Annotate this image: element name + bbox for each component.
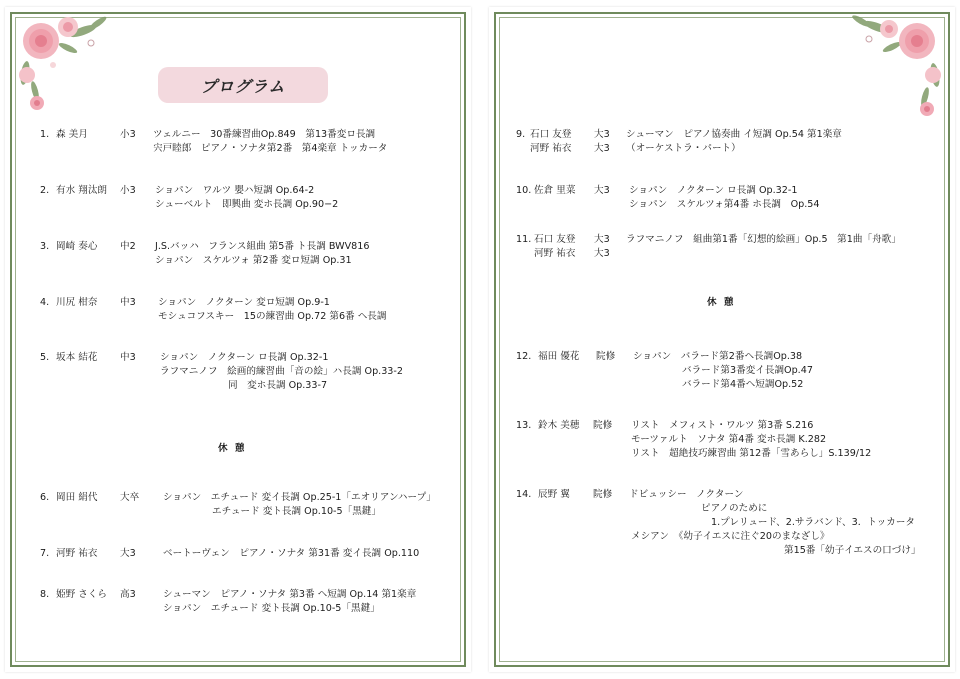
performer-name: 岡崎 奏心 (56, 241, 98, 252)
piece-line: J.S.バッハ フランス組曲 第5番 ト長調 BWV816 (155, 241, 370, 252)
performer-grade: 小3 (120, 185, 136, 196)
program-item-7 (40, 547, 460, 563)
piece-line: ラフマニノフ 絵画的練習曲「音の絵」ハ長調 Op.33-2 (160, 366, 403, 377)
performer-grade: 院修 (593, 489, 613, 500)
item-number: 14. (516, 489, 532, 500)
performer-name: 姫野 さくら (56, 589, 108, 600)
performer-grade: 大3 (594, 143, 610, 154)
performer-grade: 中2 (120, 241, 136, 252)
item-number: 12. (516, 351, 532, 362)
program-item-8 (40, 588, 460, 618)
performer-grade: 大3 (120, 548, 136, 559)
program-item-10 (516, 184, 936, 214)
performer-name: 岡田 絹代 (56, 492, 98, 503)
item-number: 5. (40, 352, 50, 363)
performer-grade: 大3 (594, 248, 610, 259)
program-item-1 (40, 128, 460, 158)
intermission-label: 休 憩 (218, 443, 247, 454)
piece-line: 同 変ホ長調 Op.33-7 (228, 380, 328, 391)
program-page-right (489, 7, 955, 672)
program-item-5 (40, 351, 460, 396)
performer-grade: 大3 (594, 185, 610, 196)
performer-name: 福田 優花 (538, 351, 580, 362)
piece-line: ショパン スケルツォ第4番 ホ長調 Op.54 (629, 199, 820, 210)
piece-line: モーツァルト ソナタ 第4番 変ホ長調 K.282 (631, 434, 827, 445)
program-item-6 (40, 491, 460, 521)
performer-name: 河野 祐衣 (534, 248, 576, 259)
performer-grade: 中3 (120, 352, 136, 363)
piece-line: ツェルニー 30番練習曲Op.849 第13番変ロ長調 (153, 129, 376, 140)
intermission-label: 休 憩 (707, 297, 736, 308)
piece-line: ショパン ノクターン ロ長調 Op.32-1 (629, 185, 798, 196)
piece-line: ショパン エチュード 変イ長調 Op.25-1「エオリアンハープ」 (163, 492, 436, 503)
piece-line: ショパン バラード第2番ヘ長調Op.38 (633, 351, 803, 362)
program-item-13 (516, 419, 936, 464)
performer-name: 鈴木 美穂 (538, 420, 580, 431)
item-number: 9. (516, 129, 526, 140)
program-item-11 (516, 233, 936, 263)
item-number: 4. (40, 297, 50, 308)
performer-name: 河野 祐衣 (530, 143, 572, 154)
page-title: プログラム (158, 67, 328, 103)
piece-line: メシアン 《幼子イエスに注ぐ20のまなざし》 (631, 531, 830, 542)
performer-grade: 中3 (120, 297, 136, 308)
piece-line: バラード第3番変イ長調Op.47 (682, 365, 813, 376)
performer-grade: 大卒 (120, 492, 140, 503)
performer-name: 石口 友登 (534, 234, 576, 245)
item-number: 1. (40, 129, 50, 140)
program-item-12 (516, 350, 936, 395)
performer-name: 辰野 翼 (538, 489, 570, 500)
program-item-9 (516, 128, 936, 158)
piece-line: モシュコフスキー 15の練習曲 Op.72 第6番 ヘ長調 (158, 311, 387, 322)
performer-name: 坂本 結花 (56, 352, 98, 363)
performer-grade: 院修 (593, 420, 613, 431)
piece-line: シューマン ピアノ協奏曲 イ短調 Op.54 第1楽章 (626, 129, 842, 140)
performer-grade: 大3 (594, 234, 610, 245)
item-number: 6. (40, 492, 50, 503)
piece-line: エチュード 変ト長調 Op.10-5「黒鍵」 (212, 506, 381, 517)
item-number: 3. (40, 241, 50, 252)
program-item-4 (40, 296, 460, 326)
piece-line: バラード第4番ヘ短調Op.52 (682, 379, 804, 390)
piece-line: シューベルト 即興曲 変ホ長調 Op.90−2 (155, 199, 339, 210)
performer-name: 川尻 柑奈 (56, 297, 98, 308)
piece-line: リスト メフィスト・ワルツ 第3番 S.216 (631, 420, 814, 431)
piece-line: 1.プレリュード、2.サラバンド、3．トッカータ (711, 517, 916, 528)
item-number: 11. (516, 234, 532, 245)
piece-line: ショパン ノクターン 変ロ短調 Op.9-1 (158, 297, 330, 308)
performer-name: 佐倉 里菜 (534, 185, 576, 196)
program-item-2 (40, 184, 460, 214)
piece-line: ショパン エチュード 変ト長調 Op.10-5「黒鍵」 (163, 603, 380, 614)
piece-line: ショパン スケルツォ 第2番 変ロ短調 Op.31 (155, 255, 352, 266)
piece-line: ラフマニノフ 組曲第1番「幻想的絵画」Op.5 第1曲「舟歌」 (626, 234, 901, 245)
performer-grade: 大3 (594, 129, 610, 140)
piece-line: ショパン ノクターン ロ長調 Op.32-1 (160, 352, 329, 363)
item-number: 8. (40, 589, 50, 600)
item-number: 7. (40, 548, 50, 559)
performer-name: 河野 祐衣 (56, 548, 98, 559)
performer-name: 石口 友登 (530, 129, 572, 140)
floral-decoration-icon (847, 13, 947, 133)
piece-line: （オーケストラ・パート） (626, 143, 741, 154)
piece-line: ベートーヴェン ピアノ・ソナタ 第31番 変イ長調 Op.110 (163, 548, 420, 559)
piece-line: シューマン ピアノ・ソナタ 第3番 ヘ短調 Op.14 第1楽章 (163, 589, 417, 600)
program-item-3 (40, 240, 460, 270)
performer-grade: 高3 (120, 589, 136, 600)
program-page-left (5, 7, 471, 672)
piece-line: 宍戸睦郎 ピアノ・ソナタ第2番 第4楽章 トッカータ (153, 143, 388, 154)
item-number: 10. (516, 185, 532, 196)
floral-decoration-icon (13, 13, 113, 123)
piece-line: ショパン ワルツ 嬰ハ短調 Op.64-2 (155, 185, 315, 196)
piece-line: 第15番「幼子イエスの口づけ」 (784, 545, 921, 556)
piece-line: ドビュッシー ノクターン (629, 489, 744, 500)
performer-grade: 小3 (120, 129, 136, 140)
piece-line: ピアノのために (701, 503, 768, 514)
performer-grade: 院修 (596, 351, 616, 362)
performer-name: 森 美月 (56, 129, 88, 140)
performer-name: 有水 翔汰朗 (56, 185, 108, 196)
piece-line: リスト 超絶技巧練習曲 第12番「雪あらし」S.139/12 (631, 448, 872, 459)
item-number: 2. (40, 185, 50, 196)
program-item-14 (516, 488, 936, 560)
item-number: 13. (516, 420, 532, 431)
